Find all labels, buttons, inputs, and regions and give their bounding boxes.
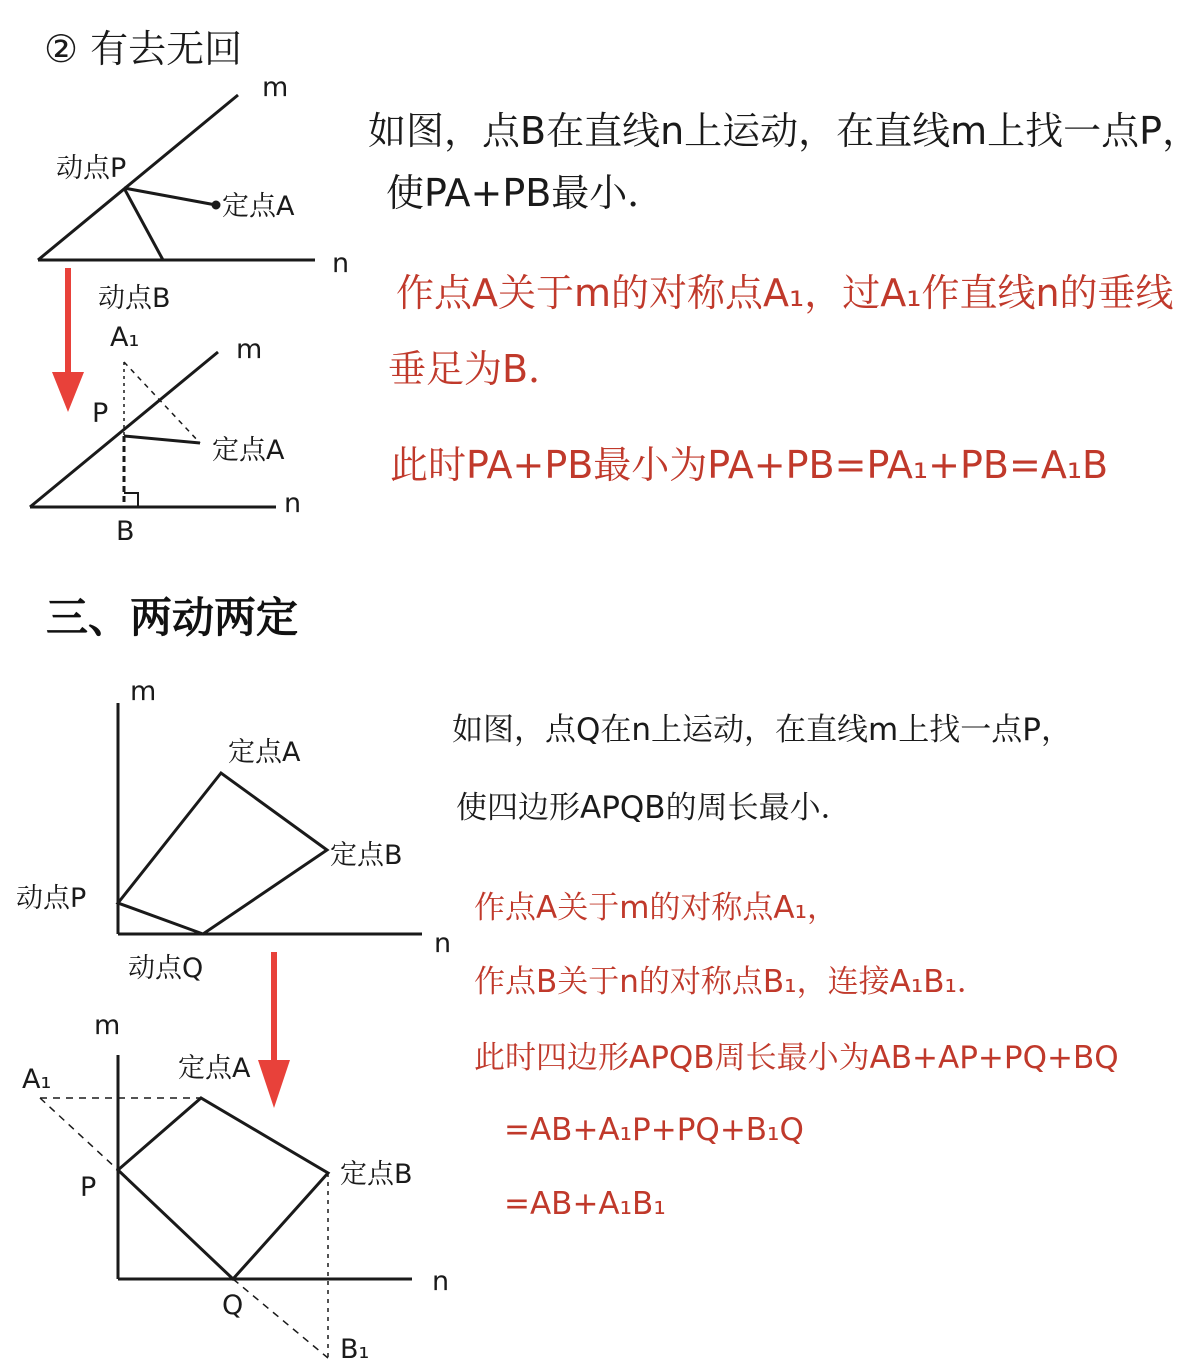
down-arrow-2 — [258, 952, 290, 1108]
quadrilateral-APQB — [118, 1098, 328, 1279]
fig4-label-m: m — [94, 1010, 121, 1041]
quadrilateral-APQB — [118, 773, 327, 934]
dashed-A1-P — [40, 1098, 118, 1170]
fig4-label-fixed-A: 定点A — [178, 1053, 251, 1084]
part1-method-line1: 作点A关于m的对称点A₁，过A₁作直线n的垂线 — [396, 271, 1174, 315]
note-heading: ② 有去无回 — [44, 27, 243, 71]
fig1-label-moving-B: 动点B — [98, 283, 171, 314]
fig2-label-A1: A₁ — [110, 322, 140, 353]
fig3-label-fixed-A: 定点A — [228, 737, 301, 768]
fig4-label-n: n — [432, 1266, 450, 1297]
part1-method-line2: 垂足为B． — [388, 347, 567, 391]
part1-result: 此时PA+PB最小为PA+PB=PA₁+PB=A₁B — [390, 443, 1109, 487]
fig3-label-m: m — [130, 676, 157, 707]
fig4-label-B1: B₁ — [340, 1334, 370, 1365]
fig4-label-Q: Q — [222, 1290, 244, 1321]
segment-PB — [124, 188, 163, 260]
fig2-label-P: P — [92, 398, 109, 429]
fig2-label-n: n — [284, 488, 302, 519]
part1-problem-line1: 如图，点B在直线n上运动，在直线m上找一点P， — [368, 109, 1200, 153]
part2-result-line1: 此时四边形APQB周长最小为AB+AP+PQ+BQ — [474, 1040, 1119, 1076]
fig4-label-A1: A₁ — [22, 1064, 52, 1095]
segment-PA — [124, 188, 216, 205]
section-title: 三、两动两定 — [46, 593, 299, 642]
part1-problem-line2: 使PA+PB最小． — [386, 171, 666, 215]
fig1-label-m: m — [262, 72, 289, 103]
segment-PA — [124, 436, 200, 443]
right-angle-mark — [124, 493, 138, 507]
fig1-label-n: n — [332, 248, 350, 279]
part2-method-line1: 作点A关于m的对称点A₁， — [474, 890, 839, 926]
part2-result-line2: =AB+A₁P+PQ+B₁Q — [504, 1112, 804, 1148]
fig3-label-fixed-B: 定点B — [330, 840, 403, 871]
point-A-dot — [213, 202, 219, 208]
fig4-label-P: P — [80, 1172, 97, 1203]
dotted-A1-A — [124, 362, 200, 443]
down-arrow-1 — [52, 268, 84, 412]
fig3-label-moving-Q: 动点Q — [128, 953, 204, 984]
part2-result-line3: =AB+A₁B₁ — [504, 1186, 666, 1222]
fig1-label-fixed-A: 定点A — [222, 191, 295, 222]
part2-problem-line2: 使四边形APQB的周长最小． — [456, 790, 852, 826]
fig4-label-fixed-B: 定点B — [340, 1159, 413, 1190]
fig2-label-fixed-A: 定点A — [212, 435, 285, 466]
part2-problem-line1: 如图，点Q在n上运动，在直线m上找一点P， — [452, 712, 1072, 748]
fig3-label-moving-P: 动点P — [16, 883, 87, 914]
fig3-label-n: n — [434, 928, 452, 959]
fig1-label-moving-P: 动点P — [56, 153, 127, 184]
fig2-label-m: m — [236, 334, 263, 365]
part2-method-line2: 作点B关于n的对称点B₁，连接A₁B₁． — [474, 964, 988, 1000]
fig2-label-B: B — [116, 516, 135, 547]
dashed-Q-B1 — [233, 1279, 328, 1358]
